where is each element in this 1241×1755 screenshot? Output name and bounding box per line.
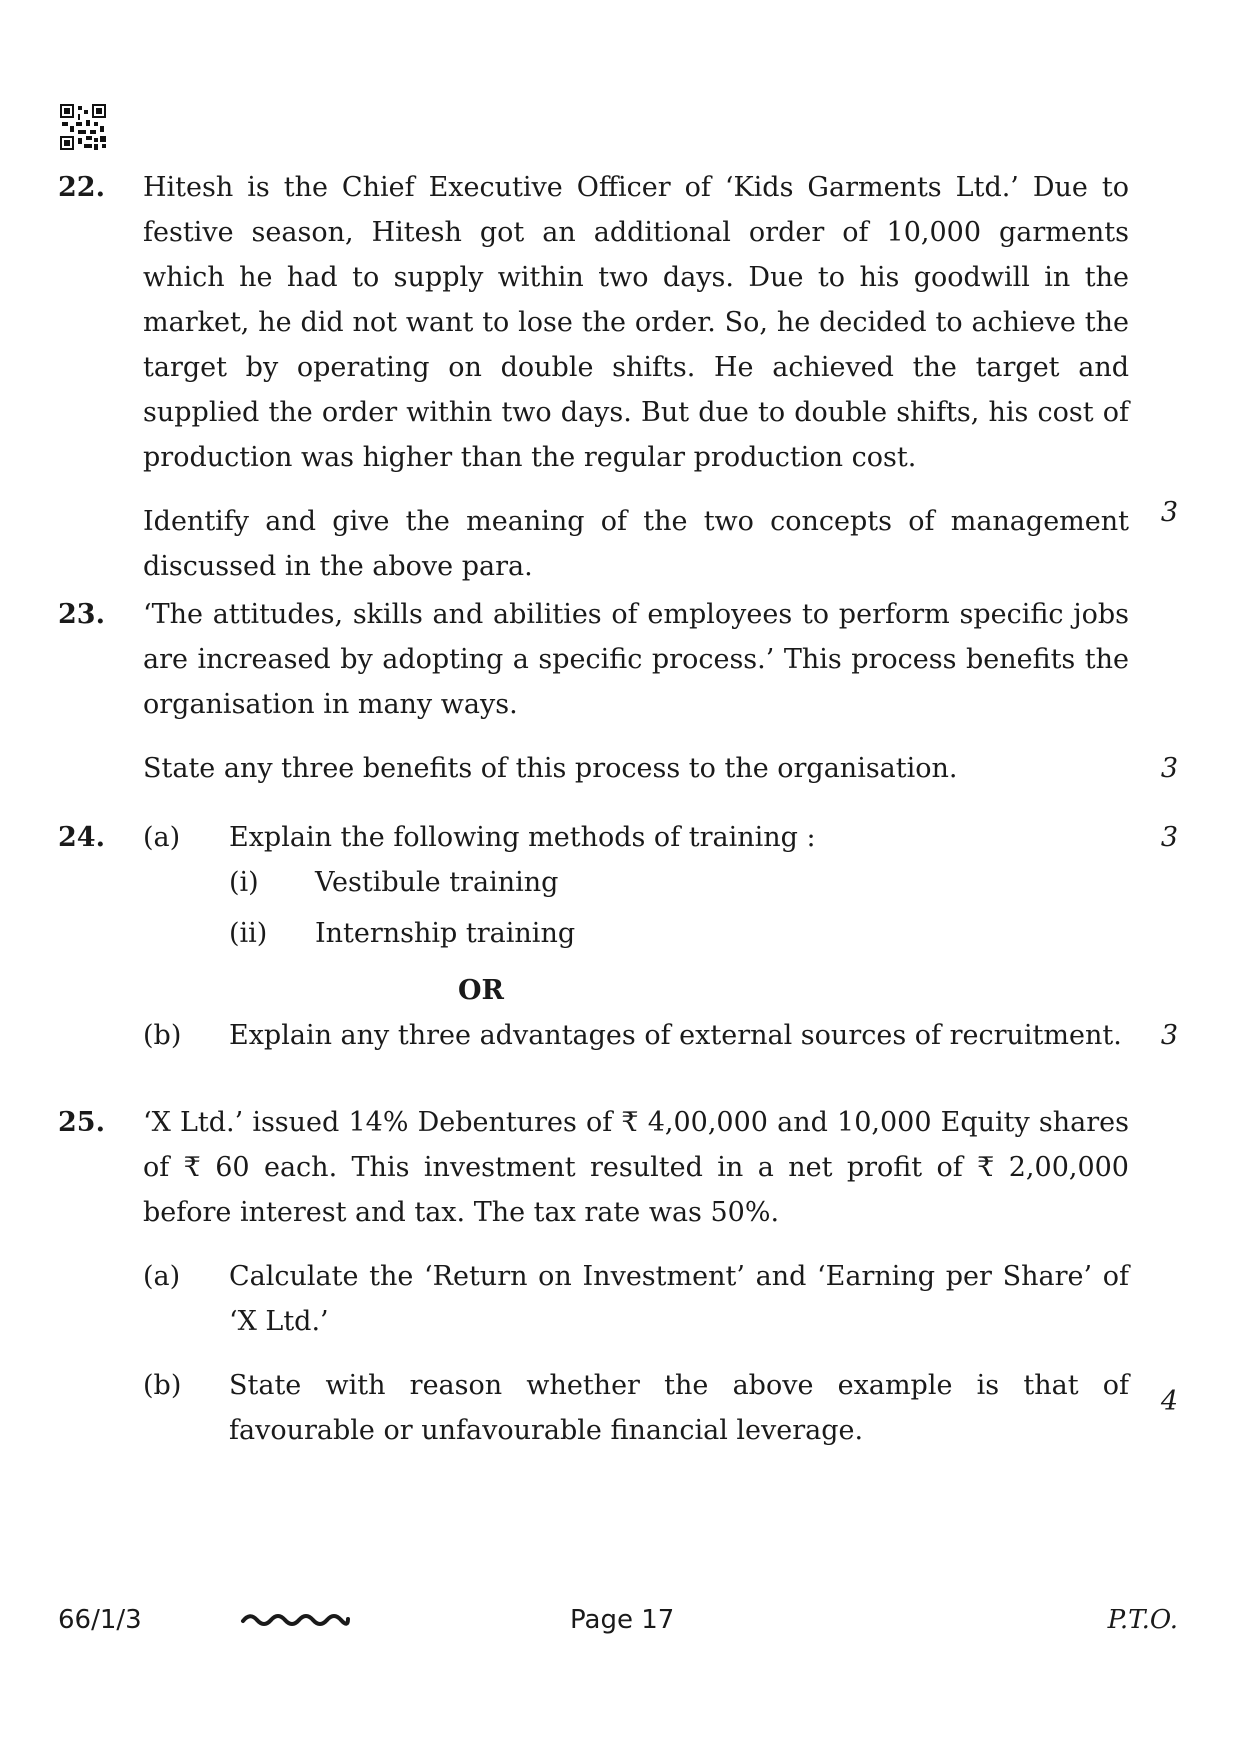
question-number: 25. — [58, 1107, 105, 1138]
page-number: Page 17 — [570, 1605, 675, 1635]
sub-item-i — [229, 860, 1129, 905]
or-separator: OR — [458, 975, 504, 1006]
marks-label: 4 — [1160, 1386, 1178, 1417]
question-25 — [58, 1100, 1178, 1453]
question-text: ‘The attitudes, skills and abilities of employees to perform specific jobs are increased by adopting a specific process.’ This process benefits the organisation in many ways. — [143, 599, 1129, 720]
marks-label: 3 — [1160, 497, 1178, 528]
sub-item-text: Vestibule training — [315, 867, 559, 898]
marks-label: 3 — [1160, 1020, 1178, 1051]
question-23 — [58, 592, 1178, 810]
question-prompt: Identify and give the meaning of the two concepts of management discussed in the above para. — [143, 506, 1129, 582]
question-number: 22. — [58, 172, 105, 203]
option-label: (a) — [143, 822, 181, 853]
marks-label: 3 — [1160, 822, 1178, 853]
sub-item-label: (ii) — [229, 918, 268, 949]
option-text: State with reason whether the above example is that of favourable or unfavourable financial leverage. — [229, 1370, 1129, 1446]
option-label: (b) — [143, 1020, 182, 1051]
option-a — [143, 1254, 1129, 1344]
question-prompt: State any three benefits of this process to the organisation. — [143, 753, 958, 784]
question-22 — [58, 165, 1178, 608]
question-text: Hitesh is the Chief Executive Officer of ‘Kids Garments Ltd.’ Due to festive season, Hitesh got an additional order of 10,000 garments which he had to supply within two days. Due to his goodwill in the market, he did not want to lose the order. So, he decided to achieve the target by operating on double shifts. He achieved the target and supplied the order within two days. But due to double shifts, his cost of production was higher than the regular production cost. — [143, 172, 1129, 473]
please-turn-over: P.T.O. — [1107, 1605, 1178, 1635]
option-text: Explain any three advantages of external sources of recruitment. — [229, 1020, 1122, 1051]
paper-code: 66/1/3 — [58, 1605, 142, 1635]
sub-item-label: (i) — [229, 867, 259, 898]
question-number: 23. — [58, 599, 105, 630]
option-text: Explain the following methods of training : — [229, 822, 816, 853]
option-a — [143, 815, 1129, 860]
option-b — [143, 1363, 1129, 1453]
question-number: 24. — [58, 822, 105, 853]
option-label: (b) — [143, 1370, 182, 1401]
page-footer — [58, 1605, 1178, 1645]
option-b — [143, 1013, 1129, 1058]
sub-item-text: Internship training — [315, 918, 576, 949]
sub-item-ii — [229, 911, 1129, 956]
wave-divider-icon — [240, 1607, 350, 1633]
option-label: (a) — [143, 1261, 181, 1292]
question-text: ‘X Ltd.’ issued 14% Debentures of ₹ 4,00,000 and 10,000 Equity shares of ₹ 60 each. This investment resulted in a net profit of ₹ 2,00,000 before interest and tax. The tax rate was 50%. — [143, 1107, 1129, 1228]
option-text: Calculate the ‘Return on Investment’ and ‘Earning per Share’ of ‘X Ltd.’ — [229, 1261, 1129, 1337]
question-24 — [58, 815, 1178, 1058]
qr-code-icon — [60, 104, 106, 150]
marks-label: 3 — [1160, 753, 1178, 784]
